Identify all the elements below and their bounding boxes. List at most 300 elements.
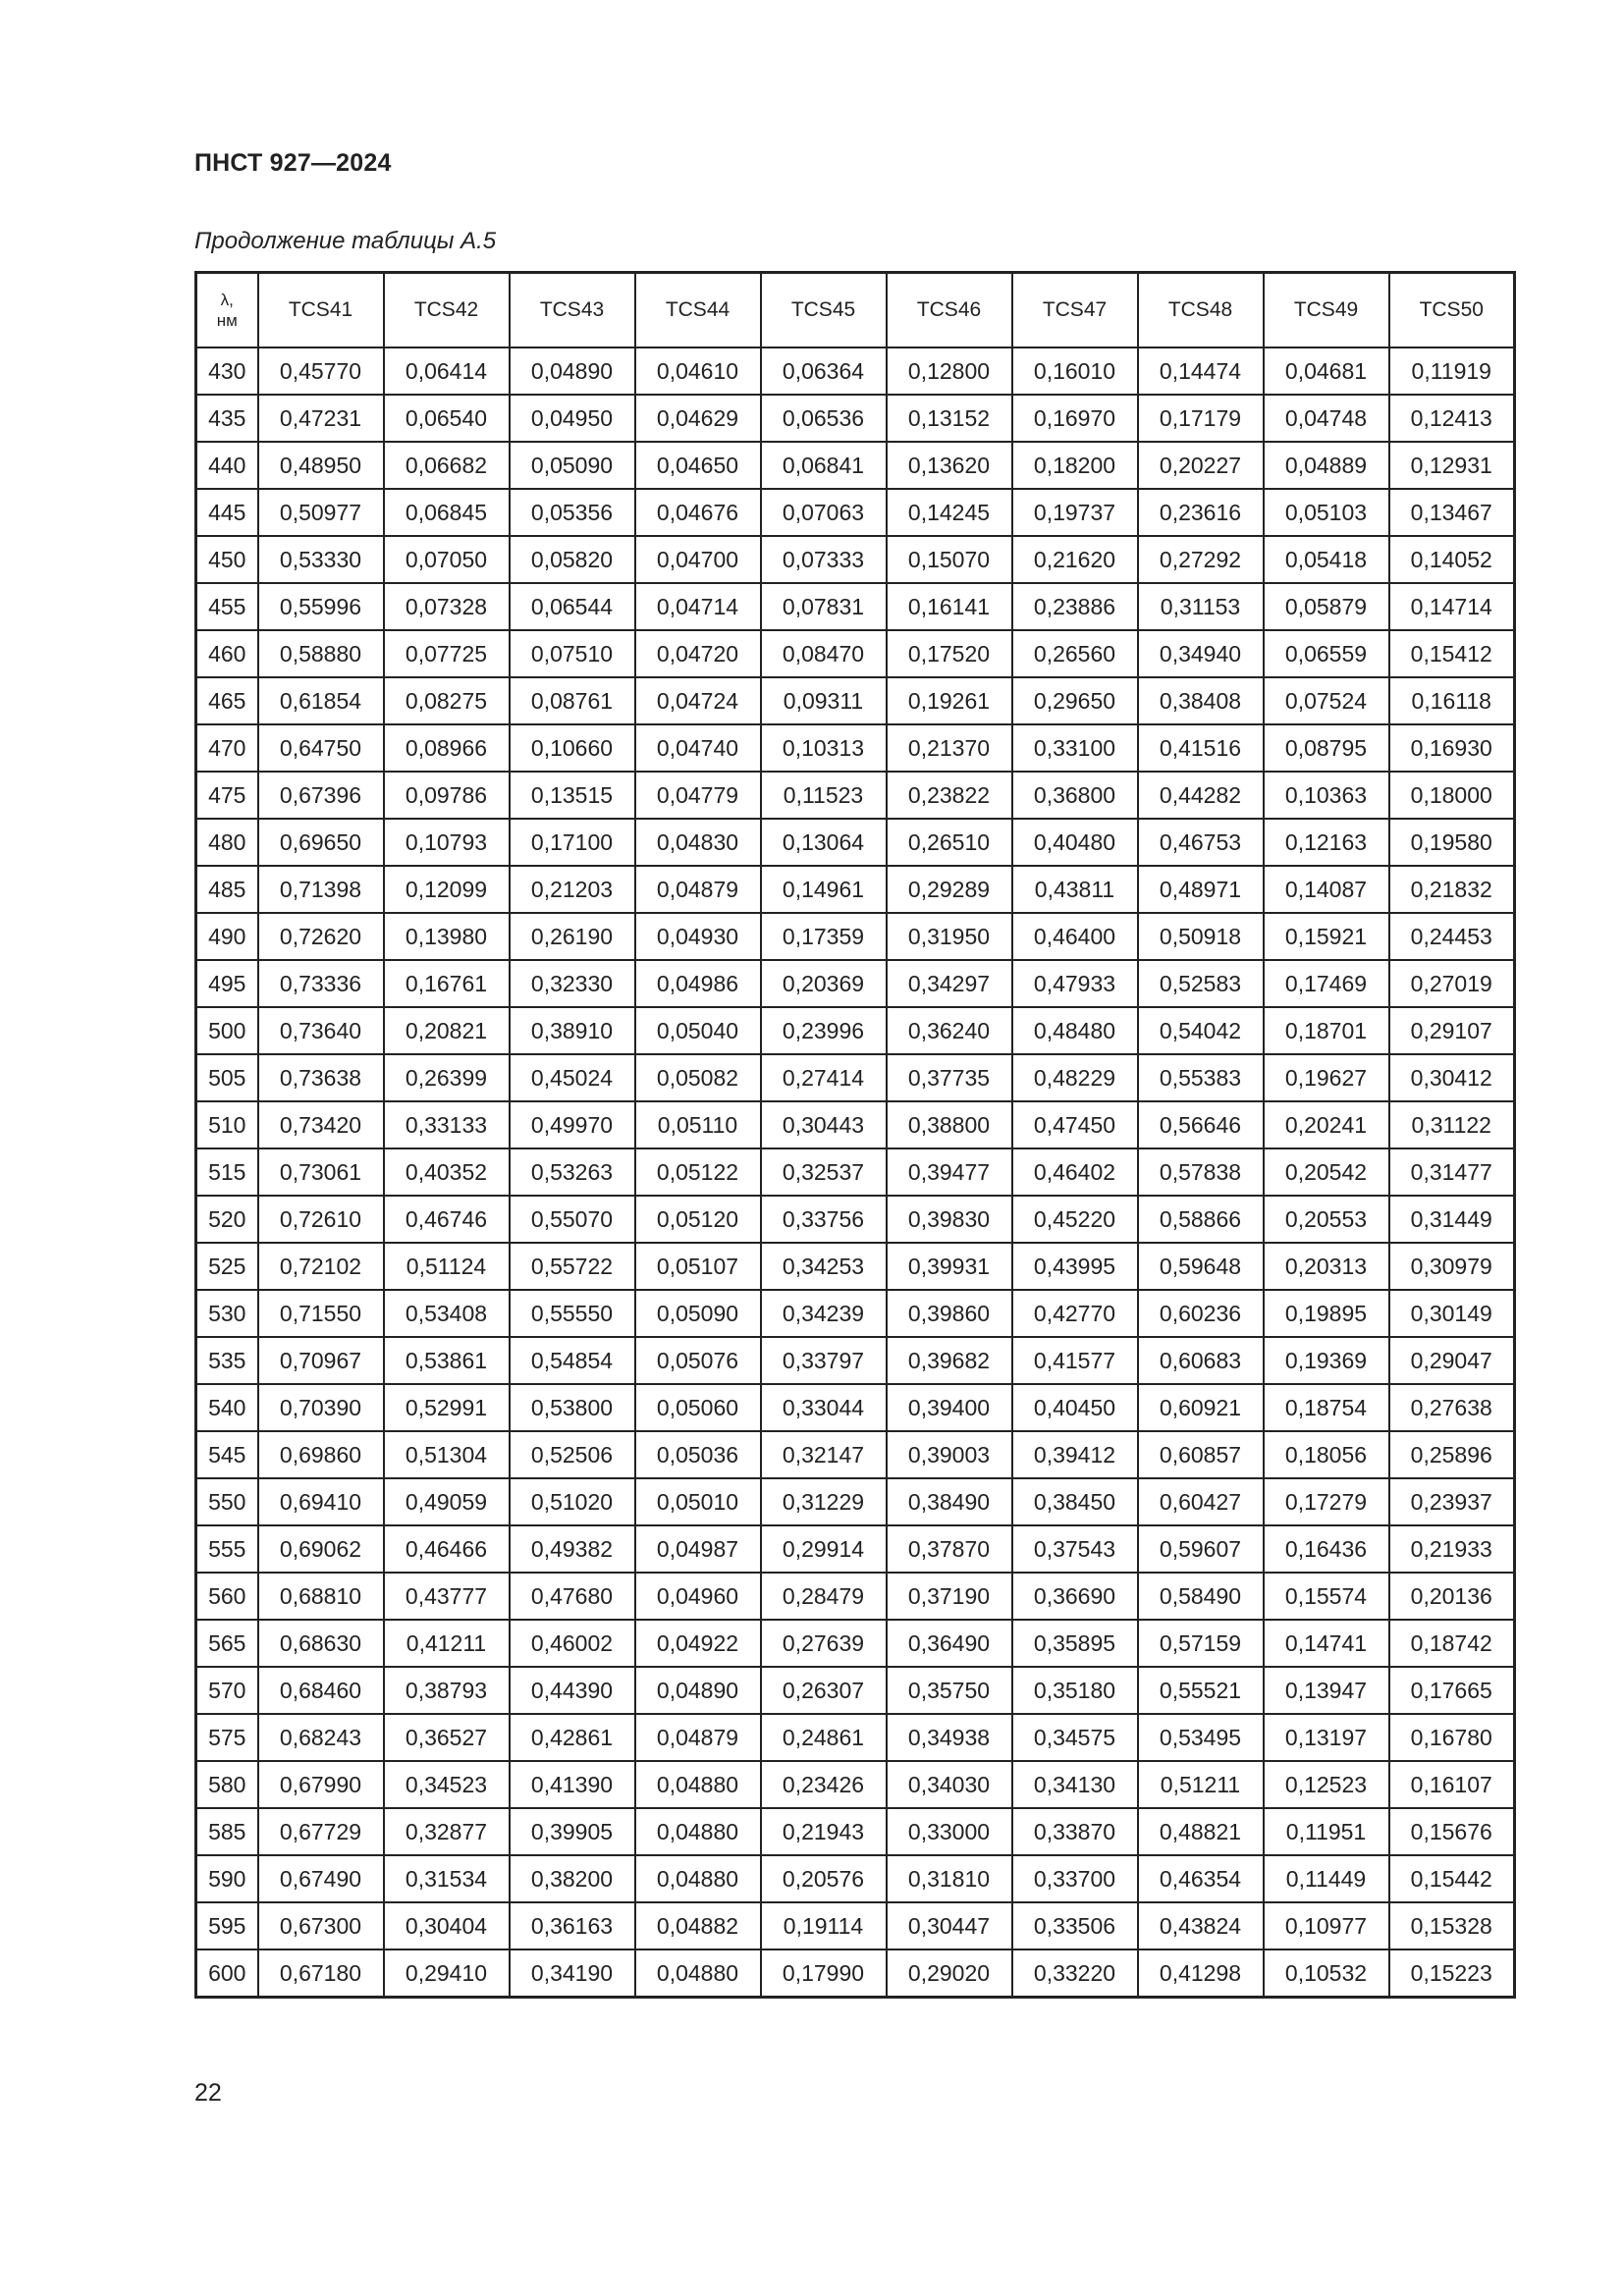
value-cell: 0,32537 bbox=[761, 1148, 887, 1196]
column-header: TCS49 bbox=[1264, 273, 1389, 348]
value-cell: 0,12523 bbox=[1264, 1761, 1389, 1808]
value-cell: 0,04740 bbox=[635, 724, 761, 772]
value-cell: 0,05122 bbox=[635, 1148, 761, 1196]
value-cell: 0,52991 bbox=[384, 1384, 510, 1431]
value-cell: 0,51124 bbox=[384, 1243, 510, 1290]
value-cell: 0,29289 bbox=[887, 866, 1012, 913]
wavelength-cell: 460 bbox=[196, 630, 258, 677]
value-cell: 0,26307 bbox=[761, 1667, 887, 1714]
value-cell: 0,05082 bbox=[635, 1054, 761, 1101]
value-cell: 0,20553 bbox=[1264, 1196, 1389, 1243]
value-cell: 0,13152 bbox=[887, 395, 1012, 442]
value-cell: 0,18701 bbox=[1264, 1007, 1389, 1054]
wavelength-cell: 535 bbox=[196, 1337, 258, 1384]
value-cell: 0,58880 bbox=[258, 630, 384, 677]
value-cell: 0,20313 bbox=[1264, 1243, 1389, 1290]
value-cell: 0,43777 bbox=[384, 1573, 510, 1620]
value-cell: 0,33100 bbox=[1012, 724, 1138, 772]
value-cell: 0,55070 bbox=[510, 1196, 635, 1243]
value-cell: 0,68810 bbox=[258, 1573, 384, 1620]
value-cell: 0,39931 bbox=[887, 1243, 1012, 1290]
value-cell: 0,04830 bbox=[635, 819, 761, 866]
wavelength-cell: 440 bbox=[196, 442, 258, 489]
value-cell: 0,04610 bbox=[635, 347, 761, 395]
value-cell: 0,16780 bbox=[1389, 1714, 1515, 1761]
value-cell: 0,05060 bbox=[635, 1384, 761, 1431]
value-cell: 0,41390 bbox=[510, 1761, 635, 1808]
value-cell: 0,04986 bbox=[635, 960, 761, 1007]
wavelength-cell: 480 bbox=[196, 819, 258, 866]
value-cell: 0,70390 bbox=[258, 1384, 384, 1431]
table-row bbox=[196, 630, 1515, 677]
table-row bbox=[196, 1054, 1515, 1101]
value-cell: 0,08470 bbox=[761, 630, 887, 677]
value-cell: 0,04930 bbox=[635, 913, 761, 960]
value-cell: 0,14087 bbox=[1264, 866, 1389, 913]
value-cell: 0,69650 bbox=[258, 819, 384, 866]
value-cell: 0,33756 bbox=[761, 1196, 887, 1243]
value-cell: 0,19369 bbox=[1264, 1337, 1389, 1384]
value-cell: 0,49382 bbox=[510, 1525, 635, 1573]
value-cell: 0,58866 bbox=[1138, 1196, 1264, 1243]
value-cell: 0,23886 bbox=[1012, 583, 1138, 630]
wavelength-cell: 505 bbox=[196, 1054, 258, 1101]
value-cell: 0,05356 bbox=[510, 489, 635, 536]
value-cell: 0,05103 bbox=[1264, 489, 1389, 536]
value-cell: 0,20227 bbox=[1138, 442, 1264, 489]
value-cell: 0,07328 bbox=[384, 583, 510, 630]
wavelength-cell: 500 bbox=[196, 1007, 258, 1054]
wavelength-cell: 515 bbox=[196, 1148, 258, 1196]
value-cell: 0,54042 bbox=[1138, 1007, 1264, 1054]
value-cell: 0,13980 bbox=[384, 913, 510, 960]
value-cell: 0,07063 bbox=[761, 489, 887, 536]
value-cell: 0,06841 bbox=[761, 442, 887, 489]
value-cell: 0,07725 bbox=[384, 630, 510, 677]
value-cell: 0,24861 bbox=[761, 1714, 887, 1761]
wavelength-cell: 590 bbox=[196, 1855, 258, 1902]
table-row bbox=[196, 1525, 1515, 1573]
value-cell: 0,67990 bbox=[258, 1761, 384, 1808]
table-row bbox=[196, 819, 1515, 866]
value-cell: 0,13620 bbox=[887, 442, 1012, 489]
value-cell: 0,20821 bbox=[384, 1007, 510, 1054]
value-cell: 0,17665 bbox=[1389, 1667, 1515, 1714]
value-cell: 0,31153 bbox=[1138, 583, 1264, 630]
value-cell: 0,39905 bbox=[510, 1808, 635, 1855]
value-cell: 0,46002 bbox=[510, 1620, 635, 1667]
value-cell: 0,30443 bbox=[761, 1101, 887, 1148]
value-cell: 0,59607 bbox=[1138, 1525, 1264, 1573]
value-cell: 0,17279 bbox=[1264, 1478, 1389, 1525]
wavelength-cell: 450 bbox=[196, 536, 258, 583]
wavelength-cell: 455 bbox=[196, 583, 258, 630]
value-cell: 0,36163 bbox=[510, 1902, 635, 1949]
value-cell: 0,47933 bbox=[1012, 960, 1138, 1007]
value-cell: 0,15070 bbox=[887, 536, 1012, 583]
value-cell: 0,20136 bbox=[1389, 1573, 1515, 1620]
value-cell: 0,15223 bbox=[1389, 1949, 1515, 1998]
wavelength-cell: 555 bbox=[196, 1525, 258, 1573]
value-cell: 0,27414 bbox=[761, 1054, 887, 1101]
table-row bbox=[196, 1196, 1515, 1243]
value-cell: 0,46753 bbox=[1138, 819, 1264, 866]
value-cell: 0,04880 bbox=[635, 1855, 761, 1902]
value-cell: 0,17179 bbox=[1138, 395, 1264, 442]
value-cell: 0,04950 bbox=[510, 395, 635, 442]
value-cell: 0,16010 bbox=[1012, 347, 1138, 395]
value-cell: 0,36490 bbox=[887, 1620, 1012, 1667]
value-cell: 0,41298 bbox=[1138, 1949, 1264, 1998]
value-cell: 0,13515 bbox=[510, 772, 635, 819]
value-cell: 0,30412 bbox=[1389, 1054, 1515, 1101]
value-cell: 0,15921 bbox=[1264, 913, 1389, 960]
column-header: TCS46 bbox=[887, 273, 1012, 348]
value-cell: 0,50977 bbox=[258, 489, 384, 536]
value-cell: 0,53408 bbox=[384, 1290, 510, 1337]
value-cell: 0,19737 bbox=[1012, 489, 1138, 536]
value-cell: 0,04779 bbox=[635, 772, 761, 819]
value-cell: 0,20542 bbox=[1264, 1148, 1389, 1196]
value-cell: 0,52583 bbox=[1138, 960, 1264, 1007]
value-cell: 0,68243 bbox=[258, 1714, 384, 1761]
value-cell: 0,04987 bbox=[635, 1525, 761, 1573]
table-row bbox=[196, 1808, 1515, 1855]
value-cell: 0,14741 bbox=[1264, 1620, 1389, 1667]
value-cell: 0,55383 bbox=[1138, 1054, 1264, 1101]
value-cell: 0,48480 bbox=[1012, 1007, 1138, 1054]
table-row bbox=[196, 536, 1515, 583]
value-cell: 0,73638 bbox=[258, 1054, 384, 1101]
value-cell: 0,19580 bbox=[1389, 819, 1515, 866]
value-cell: 0,48821 bbox=[1138, 1808, 1264, 1855]
table-row bbox=[196, 395, 1515, 442]
value-cell: 0,53800 bbox=[510, 1384, 635, 1431]
value-cell: 0,14714 bbox=[1389, 583, 1515, 630]
table-row bbox=[196, 866, 1515, 913]
wavelength-cell: 520 bbox=[196, 1196, 258, 1243]
value-cell: 0,23426 bbox=[761, 1761, 887, 1808]
value-cell: 0,11919 bbox=[1389, 347, 1515, 395]
value-cell: 0,43995 bbox=[1012, 1243, 1138, 1290]
value-cell: 0,12800 bbox=[887, 347, 1012, 395]
value-cell: 0,69062 bbox=[258, 1525, 384, 1573]
value-cell: 0,48229 bbox=[1012, 1054, 1138, 1101]
value-cell: 0,53263 bbox=[510, 1148, 635, 1196]
value-cell: 0,18754 bbox=[1264, 1384, 1389, 1431]
value-cell: 0,31950 bbox=[887, 913, 1012, 960]
value-cell: 0,52506 bbox=[510, 1431, 635, 1478]
value-cell: 0,04880 bbox=[635, 1761, 761, 1808]
value-cell: 0,06536 bbox=[761, 395, 887, 442]
value-cell: 0,23996 bbox=[761, 1007, 887, 1054]
table-body bbox=[196, 347, 1515, 1998]
value-cell: 0,33797 bbox=[761, 1337, 887, 1384]
value-cell: 0,07524 bbox=[1264, 677, 1389, 724]
value-cell: 0,16761 bbox=[384, 960, 510, 1007]
value-cell: 0,16436 bbox=[1264, 1525, 1389, 1573]
value-cell: 0,30149 bbox=[1389, 1290, 1515, 1337]
table-row bbox=[196, 1855, 1515, 1902]
value-cell: 0,39477 bbox=[887, 1148, 1012, 1196]
value-cell: 0,27292 bbox=[1138, 536, 1264, 583]
value-cell: 0,05090 bbox=[635, 1290, 761, 1337]
value-cell: 0,12099 bbox=[384, 866, 510, 913]
wavelength-cell: 530 bbox=[196, 1290, 258, 1337]
value-cell: 0,29047 bbox=[1389, 1337, 1515, 1384]
value-cell: 0,04889 bbox=[1264, 442, 1389, 489]
value-cell: 0,10977 bbox=[1264, 1902, 1389, 1949]
value-cell: 0,23822 bbox=[887, 772, 1012, 819]
value-cell: 0,68460 bbox=[258, 1667, 384, 1714]
value-cell: 0,13467 bbox=[1389, 489, 1515, 536]
value-cell: 0,17520 bbox=[887, 630, 1012, 677]
value-cell: 0,18200 bbox=[1012, 442, 1138, 489]
wavelength-cell: 545 bbox=[196, 1431, 258, 1478]
table-row bbox=[196, 442, 1515, 489]
value-cell: 0,39860 bbox=[887, 1290, 1012, 1337]
value-cell: 0,30979 bbox=[1389, 1243, 1515, 1290]
value-cell: 0,04650 bbox=[635, 442, 761, 489]
value-cell: 0,35895 bbox=[1012, 1620, 1138, 1667]
value-cell: 0,09311 bbox=[761, 677, 887, 724]
value-cell: 0,05418 bbox=[1264, 536, 1389, 583]
value-cell: 0,04879 bbox=[635, 1714, 761, 1761]
value-cell: 0,15328 bbox=[1389, 1902, 1515, 1949]
table-row bbox=[196, 1384, 1515, 1431]
value-cell: 0,32147 bbox=[761, 1431, 887, 1478]
value-cell: 0,67396 bbox=[258, 772, 384, 819]
table-row bbox=[196, 1431, 1515, 1478]
value-cell: 0,45024 bbox=[510, 1054, 635, 1101]
value-cell: 0,34253 bbox=[761, 1243, 887, 1290]
value-cell: 0,15412 bbox=[1389, 630, 1515, 677]
value-cell: 0,04681 bbox=[1264, 347, 1389, 395]
wavelength-cell: 470 bbox=[196, 724, 258, 772]
wavelength-cell: 465 bbox=[196, 677, 258, 724]
table-row bbox=[196, 1714, 1515, 1761]
value-cell: 0,37735 bbox=[887, 1054, 1012, 1101]
value-cell: 0,08275 bbox=[384, 677, 510, 724]
column-header: TCS47 bbox=[1012, 273, 1138, 348]
table-caption: Продолжение таблицы А.5 bbox=[194, 228, 497, 254]
table-row bbox=[196, 772, 1515, 819]
value-cell: 0,26560 bbox=[1012, 630, 1138, 677]
value-cell: 0,34239 bbox=[761, 1290, 887, 1337]
value-cell: 0,73640 bbox=[258, 1007, 384, 1054]
value-cell: 0,04880 bbox=[635, 1808, 761, 1855]
wavelength-cell: 595 bbox=[196, 1902, 258, 1949]
value-cell: 0,30447 bbox=[887, 1902, 1012, 1949]
value-cell: 0,17359 bbox=[761, 913, 887, 960]
value-cell: 0,55550 bbox=[510, 1290, 635, 1337]
table-row bbox=[196, 1478, 1515, 1525]
value-cell: 0,04720 bbox=[635, 630, 761, 677]
value-cell: 0,14052 bbox=[1389, 536, 1515, 583]
table-row bbox=[196, 347, 1515, 395]
value-cell: 0,47680 bbox=[510, 1573, 635, 1620]
value-cell: 0,33044 bbox=[761, 1384, 887, 1431]
value-cell: 0,38910 bbox=[510, 1007, 635, 1054]
value-cell: 0,05107 bbox=[635, 1243, 761, 1290]
value-cell: 0,34130 bbox=[1012, 1761, 1138, 1808]
value-cell: 0,51304 bbox=[384, 1431, 510, 1478]
value-cell: 0,04748 bbox=[1264, 395, 1389, 442]
wavelength-cell: 540 bbox=[196, 1384, 258, 1431]
value-cell: 0,40352 bbox=[384, 1148, 510, 1196]
value-cell: 0,05010 bbox=[635, 1478, 761, 1525]
value-cell: 0,06845 bbox=[384, 489, 510, 536]
value-cell: 0,06364 bbox=[761, 347, 887, 395]
value-cell: 0,26510 bbox=[887, 819, 1012, 866]
value-cell: 0,15574 bbox=[1264, 1573, 1389, 1620]
value-cell: 0,24453 bbox=[1389, 913, 1515, 960]
value-cell: 0,06544 bbox=[510, 583, 635, 630]
value-cell: 0,19114 bbox=[761, 1902, 887, 1949]
value-cell: 0,12931 bbox=[1389, 442, 1515, 489]
value-cell: 0,23616 bbox=[1138, 489, 1264, 536]
value-cell: 0,31477 bbox=[1389, 1148, 1515, 1196]
value-cell: 0,59648 bbox=[1138, 1243, 1264, 1290]
value-cell: 0,18056 bbox=[1264, 1431, 1389, 1478]
value-cell: 0,04724 bbox=[635, 677, 761, 724]
value-cell: 0,05120 bbox=[635, 1196, 761, 1243]
value-cell: 0,54854 bbox=[510, 1337, 635, 1384]
wavelength-header bbox=[196, 273, 258, 348]
value-cell: 0,19261 bbox=[887, 677, 1012, 724]
value-cell: 0,20369 bbox=[761, 960, 887, 1007]
value-cell: 0,64750 bbox=[258, 724, 384, 772]
value-cell: 0,36690 bbox=[1012, 1573, 1138, 1620]
value-cell: 0,34030 bbox=[887, 1761, 1012, 1808]
value-cell: 0,61854 bbox=[258, 677, 384, 724]
value-cell: 0,39003 bbox=[887, 1431, 1012, 1478]
value-cell: 0,29914 bbox=[761, 1525, 887, 1573]
value-cell: 0,29107 bbox=[1389, 1007, 1515, 1054]
value-cell: 0,37870 bbox=[887, 1525, 1012, 1573]
value-cell: 0,39412 bbox=[1012, 1431, 1138, 1478]
page-number: 22 bbox=[194, 2079, 222, 2107]
value-cell: 0,44390 bbox=[510, 1667, 635, 1714]
table-row bbox=[196, 677, 1515, 724]
value-cell: 0,21943 bbox=[761, 1808, 887, 1855]
value-cell: 0,25896 bbox=[1389, 1431, 1515, 1478]
value-cell: 0,05110 bbox=[635, 1101, 761, 1148]
value-cell: 0,06682 bbox=[384, 442, 510, 489]
value-cell: 0,06540 bbox=[384, 395, 510, 442]
value-cell: 0,29020 bbox=[887, 1949, 1012, 1998]
value-cell: 0,72610 bbox=[258, 1196, 384, 1243]
value-cell: 0,71398 bbox=[258, 866, 384, 913]
wavelength-cell: 565 bbox=[196, 1620, 258, 1667]
value-cell: 0,15442 bbox=[1389, 1855, 1515, 1902]
value-cell: 0,60683 bbox=[1138, 1337, 1264, 1384]
wavelength-cell: 585 bbox=[196, 1808, 258, 1855]
column-header: TCS44 bbox=[635, 273, 761, 348]
value-cell: 0,34297 bbox=[887, 960, 1012, 1007]
table-row bbox=[196, 913, 1515, 960]
value-cell: 0,10363 bbox=[1264, 772, 1389, 819]
value-cell: 0,36527 bbox=[384, 1714, 510, 1761]
value-cell: 0,73420 bbox=[258, 1101, 384, 1148]
value-cell: 0,34575 bbox=[1012, 1714, 1138, 1761]
value-cell: 0,05076 bbox=[635, 1337, 761, 1384]
value-cell: 0,10660 bbox=[510, 724, 635, 772]
value-cell: 0,31229 bbox=[761, 1478, 887, 1525]
value-cell: 0,12413 bbox=[1389, 395, 1515, 442]
value-cell: 0,18742 bbox=[1389, 1620, 1515, 1667]
table-row bbox=[196, 724, 1515, 772]
wavelength-cell: 490 bbox=[196, 913, 258, 960]
value-cell: 0,17469 bbox=[1264, 960, 1389, 1007]
value-cell: 0,39830 bbox=[887, 1196, 1012, 1243]
value-cell: 0,56646 bbox=[1138, 1101, 1264, 1148]
column-header: TCS42 bbox=[384, 273, 510, 348]
wavelength-symbol: λ, bbox=[220, 291, 234, 309]
value-cell: 0,43811 bbox=[1012, 866, 1138, 913]
value-cell: 0,08966 bbox=[384, 724, 510, 772]
value-cell: 0,06559 bbox=[1264, 630, 1389, 677]
value-cell: 0,46354 bbox=[1138, 1855, 1264, 1902]
wavelength-cell: 550 bbox=[196, 1478, 258, 1525]
value-cell: 0,33000 bbox=[887, 1808, 1012, 1855]
value-cell: 0,33870 bbox=[1012, 1808, 1138, 1855]
value-cell: 0,33506 bbox=[1012, 1902, 1138, 1949]
value-cell: 0,40450 bbox=[1012, 1384, 1138, 1431]
value-cell: 0,67729 bbox=[258, 1808, 384, 1855]
value-cell: 0,23937 bbox=[1389, 1478, 1515, 1525]
value-cell: 0,53330 bbox=[258, 536, 384, 583]
value-cell: 0,48950 bbox=[258, 442, 384, 489]
value-cell: 0,04882 bbox=[635, 1902, 761, 1949]
table-row bbox=[196, 1290, 1515, 1337]
value-cell: 0,44282 bbox=[1138, 772, 1264, 819]
value-cell: 0,32330 bbox=[510, 960, 635, 1007]
value-cell: 0,40480 bbox=[1012, 819, 1138, 866]
value-cell: 0,55996 bbox=[258, 583, 384, 630]
value-cell: 0,41577 bbox=[1012, 1337, 1138, 1384]
value-cell: 0,33700 bbox=[1012, 1855, 1138, 1902]
value-cell: 0,51020 bbox=[510, 1478, 635, 1525]
table-row bbox=[196, 1902, 1515, 1949]
wavelength-cell: 580 bbox=[196, 1761, 258, 1808]
value-cell: 0,34523 bbox=[384, 1761, 510, 1808]
value-cell: 0,13197 bbox=[1264, 1714, 1389, 1761]
wavelength-cell: 495 bbox=[196, 960, 258, 1007]
value-cell: 0,26190 bbox=[510, 913, 635, 960]
wavelength-cell: 485 bbox=[196, 866, 258, 913]
value-cell: 0,21620 bbox=[1012, 536, 1138, 583]
value-cell: 0,47231 bbox=[258, 395, 384, 442]
value-cell: 0,46402 bbox=[1012, 1148, 1138, 1196]
value-cell: 0,07510 bbox=[510, 630, 635, 677]
value-cell: 0,38490 bbox=[887, 1478, 1012, 1525]
value-cell: 0,60427 bbox=[1138, 1478, 1264, 1525]
value-cell: 0,36800 bbox=[1012, 772, 1138, 819]
value-cell: 0,10793 bbox=[384, 819, 510, 866]
value-cell: 0,55521 bbox=[1138, 1667, 1264, 1714]
value-cell: 0,21203 bbox=[510, 866, 635, 913]
wavelength-unit: нм bbox=[216, 311, 238, 330]
value-cell: 0,49059 bbox=[384, 1478, 510, 1525]
value-cell: 0,41211 bbox=[384, 1620, 510, 1667]
value-cell: 0,13947 bbox=[1264, 1667, 1389, 1714]
value-cell: 0,04880 bbox=[635, 1949, 761, 1998]
value-cell: 0,31122 bbox=[1389, 1101, 1515, 1148]
value-cell: 0,38200 bbox=[510, 1855, 635, 1902]
value-cell: 0,39682 bbox=[887, 1337, 1012, 1384]
wavelength-cell: 525 bbox=[196, 1243, 258, 1290]
